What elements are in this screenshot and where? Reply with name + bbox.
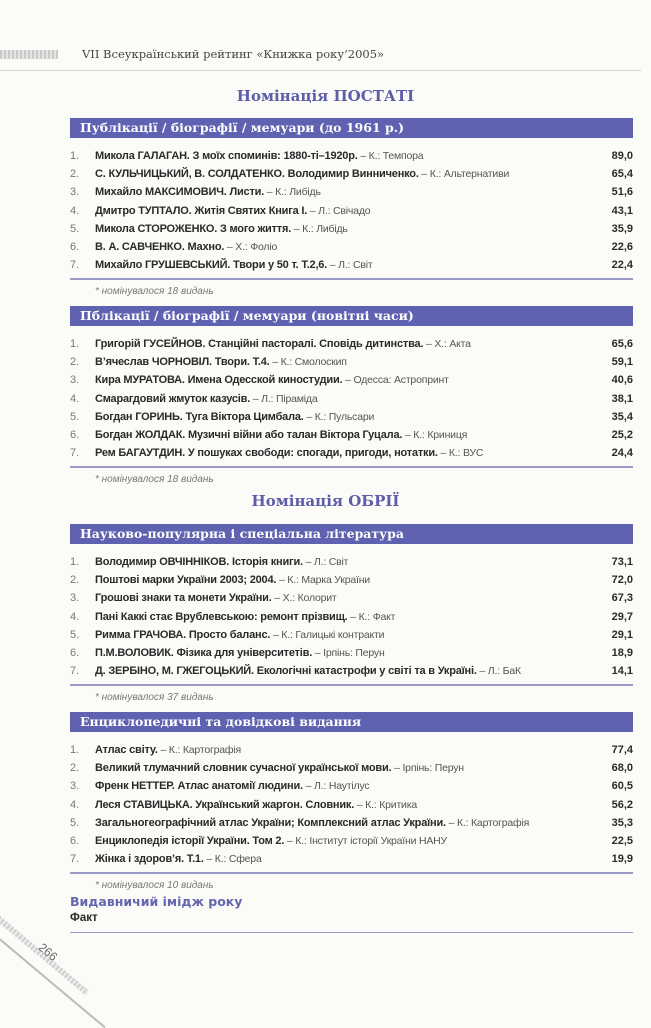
rank-number: 4. <box>70 798 80 811</box>
publisher: – К.: Пульсари <box>303 410 375 423</box>
book-entry <box>95 371 583 389</box>
ranking-row <box>70 256 633 274</box>
score: 65,6 <box>611 338 633 350</box>
book-title: Атлас світу. <box>95 744 158 756</box>
book-title: Володимир ОВЧІННІКОВ. Історія книги. <box>95 556 303 568</box>
book-title: Грошові знаки та монети України. <box>95 592 272 605</box>
ranking-row <box>70 571 633 589</box>
special-award-winner: Факт <box>70 912 98 924</box>
publisher: – Ірпінь: Перун <box>312 646 385 659</box>
publisher: – К.: Криниця <box>402 428 468 441</box>
book-title: Великий тлумачний словник сучасної української мови. <box>95 762 392 775</box>
publisher: – К.: ВУС <box>437 447 484 460</box>
book-entry <box>95 553 583 571</box>
book-title: В. А. САВЧЕНКО. Махно. <box>95 240 225 253</box>
book-title: Леся СТАВИЦЬКА. Український жаргон. Словник. <box>95 798 355 811</box>
score: 22,5 <box>611 834 633 847</box>
score: 22,4 <box>611 259 633 272</box>
rank-number: 6. <box>70 834 80 847</box>
rank-number: 1. <box>70 338 80 350</box>
score: 29,7 <box>611 610 633 623</box>
rank-number: 2. <box>70 356 80 369</box>
score: 59,1 <box>611 356 633 369</box>
publisher: – К.: Либідь <box>291 222 348 235</box>
score: 18,9 <box>611 646 633 659</box>
section-header: Енциклопедичні та довідкові видання <box>70 712 633 732</box>
rank-number: 6. <box>70 646 80 659</box>
book-title: Кира МУРАТОВА. Имена Одесской киностудии. <box>95 374 343 387</box>
footnote: * номінувалося 37 видань <box>95 692 214 704</box>
book-title: Поштові марки України 2003; 2004. <box>95 574 277 587</box>
book-entry <box>95 444 583 462</box>
book-entry <box>95 644 583 662</box>
publisher: – К.: Альтернативи <box>418 168 510 181</box>
book-entry <box>95 608 583 626</box>
ranking-row <box>70 662 633 680</box>
score: 65,4 <box>611 168 633 181</box>
section-header: Пблікації / біографії / мемуари (новітні часи) <box>70 306 633 326</box>
book-entry <box>95 147 583 165</box>
book-entry <box>95 390 583 408</box>
rank-number: 6. <box>70 428 80 441</box>
ranking-row <box>70 238 633 256</box>
book-entry <box>95 256 583 274</box>
book-title: Жінка і здоров’я. Т.1. <box>95 853 204 866</box>
publisher: – Л.: Наутілус <box>302 780 370 793</box>
divider <box>70 466 633 468</box>
rank-number: 2. <box>70 574 80 587</box>
special-award <box>70 894 633 933</box>
book-title: Микола ГАЛАГАН. З моїх споминів: 1880-ті–1920р. <box>95 150 358 162</box>
footnote: * номінувалося 18 видань <box>95 474 214 486</box>
ranking-row <box>70 777 633 795</box>
score: 38,1 <box>611 392 633 405</box>
rank-number: 7. <box>70 259 80 272</box>
running-header: VII Всеукраїнський рейтинг «Книжка року’2005» <box>82 47 385 61</box>
score: 60,5 <box>611 780 633 793</box>
rank-number: 3. <box>70 186 80 199</box>
ranking-row <box>70 147 633 165</box>
rank-number: 5. <box>70 628 80 641</box>
publisher: – К.: Факт <box>347 610 396 623</box>
book-entry <box>95 741 583 759</box>
nomination-title: Номінація ОБРІЇ <box>251 492 400 510</box>
ranking-row <box>70 814 633 832</box>
publisher: – Л.: Світ <box>327 259 373 272</box>
book-entry <box>95 626 583 644</box>
score: 35,3 <box>611 816 633 829</box>
book-title: Римма ГРАЧОВА. Просто баланс. <box>95 628 271 641</box>
footnote: * номінувалося 18 видань <box>95 286 214 298</box>
footnote: * номінувалося 10 видань <box>95 880 214 892</box>
ranking-list <box>70 147 633 274</box>
rank-number: 1. <box>70 744 80 756</box>
book-entry <box>95 796 583 814</box>
publisher: – К.: Марка України <box>276 574 370 587</box>
book-title: Михайло ГРУШЕВСЬКИЙ. Твори у 50 т. Т.2,6. <box>95 259 328 272</box>
book-title: Рем БАГАУТДИН. У пошуках свободи: спогади, пригоди, нотатки. <box>95 447 438 460</box>
ranking-row <box>70 426 633 444</box>
ranking-section <box>70 118 633 297</box>
ranking-row <box>70 741 633 759</box>
rank-number: 2. <box>70 168 80 181</box>
rank-number: 3. <box>70 592 80 605</box>
score: 25,2 <box>611 428 633 441</box>
publisher: – Л.: Піраміда <box>250 392 318 405</box>
book-entry <box>95 183 583 201</box>
score: 19,9 <box>611 853 633 866</box>
book-title: Енциклопедія історії України. Том 2. <box>95 834 285 847</box>
book-entry <box>95 832 583 850</box>
nomination-title: Номінація ПОСТАТІ <box>236 87 415 105</box>
book-entry <box>95 571 583 589</box>
book-title: П.М.ВОЛОВИК. Фізика для університетів. <box>95 646 313 659</box>
ranking-row <box>70 408 633 426</box>
book-title: Микола СТОРОЖЕНКО. З мого життя. <box>95 222 292 235</box>
ranking-row <box>70 759 633 777</box>
publisher: – К.: Сфера <box>203 853 262 866</box>
publisher: – К.: Картографія <box>157 744 241 756</box>
rank-number: 5. <box>70 222 80 235</box>
ranking-row <box>70 832 633 850</box>
ranking-row <box>70 589 633 607</box>
rank-number: 4. <box>70 392 80 405</box>
section-header: Публікації / біографії / мемуари (до 1961 р.) <box>70 118 633 138</box>
publisher: – Л.: Світ <box>302 556 349 568</box>
ranking-list <box>70 553 633 680</box>
ranking-row <box>70 220 633 238</box>
score: 56,2 <box>611 798 633 811</box>
publisher: – Ірпінь: Перун <box>391 762 464 775</box>
ranking-row <box>70 850 633 868</box>
ranking-list <box>70 741 633 868</box>
publisher: – Х.: Колорит <box>271 592 337 605</box>
header-divider <box>0 70 641 71</box>
book-title: Пані Каккі стає Врублевською: ремонт прізвищ. <box>95 610 348 623</box>
divider <box>70 684 633 686</box>
book-entry <box>95 662 583 680</box>
book-entry <box>95 165 583 183</box>
book-title: В’ячеслав ЧОРНОВІЛ. Твори. Т.4. <box>95 356 270 369</box>
page-number: 266 <box>35 940 61 964</box>
score: 43,1 <box>611 204 633 217</box>
rank-number: 3. <box>70 374 80 387</box>
score: 35,9 <box>611 222 633 235</box>
rank-number: 7. <box>70 665 80 678</box>
score: 72,0 <box>611 574 633 587</box>
publisher: – Х.: Фоліо <box>224 240 278 253</box>
header-decoration <box>0 50 58 59</box>
ranking-section <box>70 524 633 703</box>
score: 51,6 <box>611 186 633 199</box>
publisher: – Л.: Свічадо <box>307 204 371 217</box>
book-entry <box>95 408 583 426</box>
score: 67,3 <box>611 592 633 605</box>
book-title: Михайло МАКСИМОВИЧ. Листи. <box>95 186 265 199</box>
score: 24,4 <box>611 447 633 460</box>
ranking-row <box>70 353 633 371</box>
book-title: Богдан ЖОЛДАК. Музичні війни або талан Віктора Гуцала. <box>95 428 403 441</box>
rank-number: 1. <box>70 150 80 162</box>
book-entry <box>95 589 583 607</box>
rank-number: 3. <box>70 780 80 793</box>
publisher: – Одесса: Астропринт <box>342 374 449 387</box>
book-entry <box>95 426 583 444</box>
publisher: – К.: Темпора <box>357 150 424 162</box>
score: 89,0 <box>611 150 633 162</box>
ranking-row <box>70 644 633 662</box>
score: 35,4 <box>611 410 633 423</box>
book-entry <box>95 850 583 868</box>
book-entry <box>95 814 583 832</box>
rank-number: 1. <box>70 556 80 568</box>
score: 14,1 <box>611 665 633 678</box>
ranking-list <box>70 335 633 462</box>
ranking-section <box>70 712 633 891</box>
rank-number: 7. <box>70 447 80 460</box>
divider <box>70 932 633 933</box>
score: 40,6 <box>611 374 633 387</box>
ranking-row <box>70 165 633 183</box>
ranking-row <box>70 335 633 353</box>
score: 29,1 <box>611 628 633 641</box>
rank-number: 6. <box>70 240 80 253</box>
publisher: – К.: Галицькі контракти <box>270 628 385 641</box>
ranking-row <box>70 444 633 462</box>
score: 22,6 <box>611 240 633 253</box>
ranking-section <box>70 306 633 485</box>
ranking-row <box>70 553 633 571</box>
rank-number: 4. <box>70 610 80 623</box>
book-title: Богдан ГОРИНЬ. Туга Віктора Цимбала. <box>95 410 304 423</box>
book-entry <box>95 202 583 220</box>
divider <box>70 278 633 280</box>
book-entry <box>95 238 583 256</box>
publisher: – К.: Смолоскип <box>269 356 347 369</box>
book-title: Смарагдовий жмуток казусів. <box>95 392 251 405</box>
score: 77,4 <box>611 744 633 756</box>
book-entry <box>95 335 583 353</box>
book-entry <box>95 220 583 238</box>
ranking-row <box>70 390 633 408</box>
book-title: Френк НЕТТЕР. Атлас анатомії людини. <box>95 780 303 793</box>
publisher: – К.: Інститут історії України НАНУ <box>284 834 448 847</box>
section-header: Науково-популярна і спеціальна література <box>70 524 633 544</box>
special-award-title: Видавничий імідж року <box>70 894 243 909</box>
ranking-row <box>70 202 633 220</box>
score: 73,1 <box>611 556 633 568</box>
ranking-row <box>70 796 633 814</box>
publisher: – Х.: Акта <box>423 338 471 350</box>
publisher: – К.: Критика <box>354 798 417 811</box>
publisher: – К.: Либідь <box>264 186 321 199</box>
publisher: – Л.: БаК <box>476 665 521 678</box>
book-entry <box>95 353 583 371</box>
rank-number: 5. <box>70 410 80 423</box>
book-entry <box>95 759 583 777</box>
corner-line <box>0 930 106 1028</box>
book-entry <box>95 777 583 795</box>
ranking-row <box>70 371 633 389</box>
ranking-row <box>70 183 633 201</box>
book-title: Дмитро ТУПТАЛО. Житія Святих Книга I. <box>95 204 308 217</box>
publisher: – К.: Картографія <box>445 816 530 829</box>
book-title: С. КУЛЬЧИЦЬКИЙ, В. СОЛДАТЕНКО. Володимир Винниченко. <box>95 168 419 181</box>
rank-number: 7. <box>70 853 80 866</box>
divider <box>70 872 633 874</box>
ranking-row <box>70 626 633 644</box>
ranking-row <box>70 608 633 626</box>
rank-number: 2. <box>70 762 80 775</box>
book-title: Григорій ГУСЕЙНОВ. Станційні пасторалі. Сповідь дитинства. <box>95 338 424 350</box>
score: 68,0 <box>611 762 633 775</box>
book-title: Загальногеографічний атлас України; Комплексний атлас України. <box>95 816 446 829</box>
book-title: Д. ЗЕРБІНО, М. ГЖЕГОЦЬКИЙ. Екологічні катастрофи у світі та в Україні. <box>95 665 477 678</box>
rank-number: 5. <box>70 816 80 829</box>
rank-number: 4. <box>70 204 80 217</box>
